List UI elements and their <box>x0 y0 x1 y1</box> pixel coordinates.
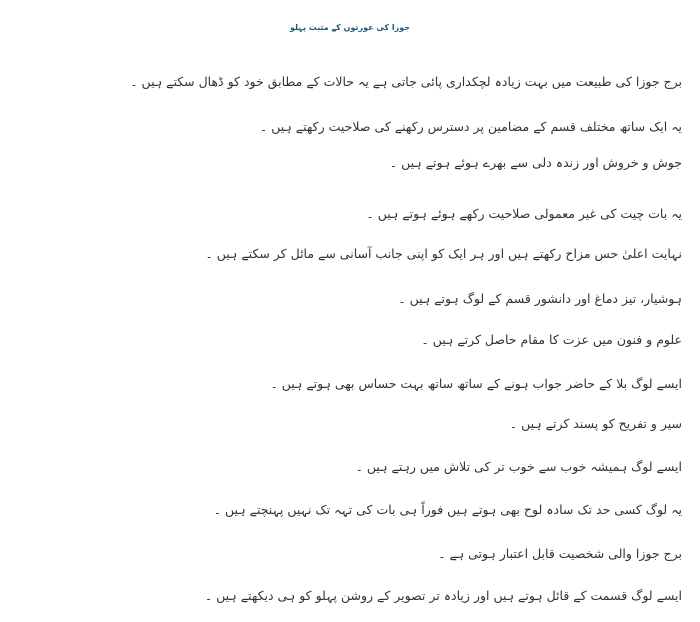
text-line-12: برج جوزا والی شخصیت قابل اعتبار ہوتی ہے ۔ <box>438 546 682 561</box>
text-line-7: علوم و فنون میں عزت کا مقام حاصل کرتے ہیں ۔ <box>421 332 682 347</box>
text-line-4: یہ بات چیت کی غیر معمولی صلاحیت رکھے ہوئے ہوتے ہیں ۔ <box>366 206 682 221</box>
text-line-1: برج جوزا کی طبیعت میں بہت زیادہ لچکداری پائی جاتی ہے یہ حالات کے مطابق خود کو ڈھال سکتے ہیں ۔ <box>130 74 682 89</box>
text-line-8: ایسے لوگ بلا کے حاضر جواب ہونے کے ساتھ ساتھ بہت حساس بھی ہوتے ہیں ۔ <box>270 376 682 391</box>
article-title: جوزا کی عورتوں کے مثبت پہلو <box>290 23 410 32</box>
text-line-9: سیر و تفریح کو پسند کرتے ہیں ۔ <box>509 416 682 431</box>
text-line-6: ہوشیار، تیز دماغ اور دانشور قسم کے لوگ ہوتے ہیں ۔ <box>398 291 682 306</box>
text-line-3: جوش و خروش اور زندہ دلی سے بھرے ہوئے ہوتے ہیں ۔ <box>389 155 682 170</box>
text-line-10: ایسے لوگ ہمیشہ خوب سے خوب تر کی تلاش میں رہتے ہیں ۔ <box>355 459 682 474</box>
text-line-13: ایسے لوگ قسمت کے قائل ہوتے ہیں اور زیادہ تر تصویر کے روشن پہلو کو ہی دیکھتے ہیں ۔ <box>204 588 682 603</box>
text-line-5: نہایت اعلیٰ حس مزاح رکھتے ہیں اور ہر ایک کو اپنی جانب آسانی سے مائل کر سکتے ہیں ۔ <box>205 246 682 261</box>
text-line-2: یہ ایک ساتھ مختلف قسم کے مضامین پر دسترس رکھنے کی صلاحیت رکھتے ہیں ۔ <box>259 119 682 134</box>
text-line-11: یہ لوگ کسی حد تک سادہ لوح بھی ہوتے ہیں فوراً ہی بات کی تہہ تک نہیں پہنچتے ہیں ۔ <box>213 502 682 517</box>
